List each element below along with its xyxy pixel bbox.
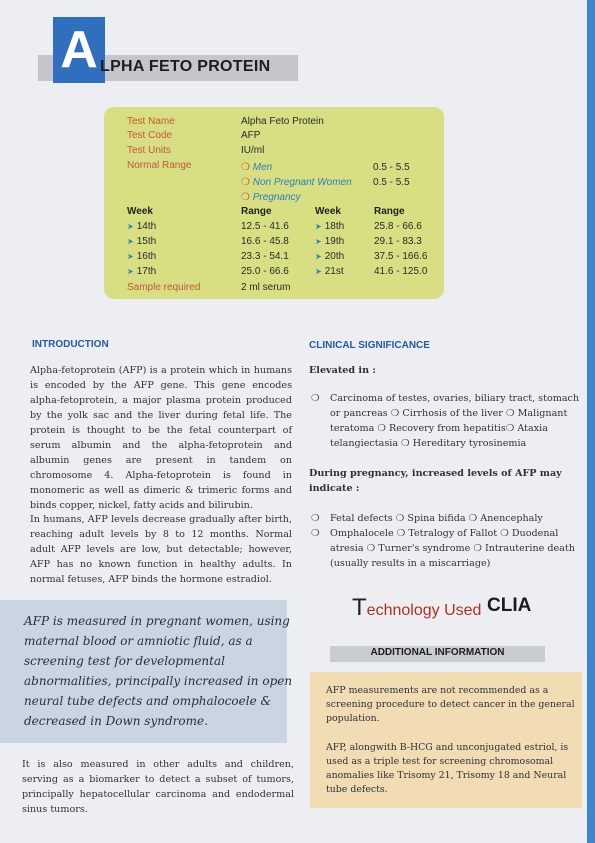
range-group: Men	[252, 162, 273, 173]
range-header: Range	[241, 206, 272, 217]
week-cell: ➤ 14th	[127, 221, 157, 232]
page-title: LPHA FETO PROTEIN	[100, 58, 271, 75]
range-cell: 12.5 - 41.6	[241, 221, 289, 232]
week-cell: ➤ 21st	[315, 266, 344, 277]
technology-method: CLIA	[487, 595, 532, 616]
arrow-icon: ➤	[315, 237, 322, 246]
circle-bullet-icon: ❍	[241, 192, 253, 203]
pregnancy-line: Fetal defects ❍ Spina bifida ❍ Anencephaly	[330, 513, 543, 524]
bullet-icon: ❍	[311, 513, 320, 524]
arrow-icon: ➤	[315, 267, 322, 276]
additional-info-heading: ADDITIONAL INFORMATION	[370, 647, 505, 658]
test-units-value: IU/ml	[241, 145, 265, 156]
quote-line: AFP is measured in pregnant women, using	[24, 614, 290, 628]
range-row-men	[241, 162, 272, 174]
quote-line: abnormalities, principally increased in open	[24, 674, 293, 688]
additional-paragraph-2: AFP, alongwith B-HCG and unconjugated estriol, is used as a triple test for screening chromosomal anomalies like Trisomy 21, Trisomy 18 and Neural tube defects.	[326, 742, 569, 795]
week-cell: ➤ 15th	[127, 236, 157, 247]
range-value: 0.5 - 5.5	[373, 162, 410, 173]
elevated-label: Elevated in :	[309, 365, 376, 376]
highlight-quote-box	[0, 600, 293, 743]
clinical-significance-heading: CLINICAL SIGNIFICANCE	[309, 340, 430, 351]
elevated-line: Carcinoma of testes, ovaries, biliary tract, stomach	[330, 393, 580, 404]
range-row-non-pregnant	[241, 177, 352, 189]
introduction-paragraph-1: Alpha-fetoprotein (AFP) is a protein which in humans is encoded by the AFP gene. This gene encodes alpha-fetoprotein, a major plasma protein produced by the yolk sac and the liver during fetal life. The protein is thought to be the fetal counterpart of serum albumin and the alpha-fetoprotein and albumin genes are present in tandem on chromosome 4. Alpha-fetoprotein is found in monomeric as well as dimeric & trimeric forms and binds copper, nickel, fatty acids and bilirubin.	[30, 365, 292, 511]
test-code-value: AFP	[241, 130, 261, 141]
bullet-icon: ❍	[311, 393, 320, 404]
arrow-icon: ➤	[315, 222, 322, 231]
pregnancy-label: During pregnancy, increased levels of AFP may	[309, 468, 562, 479]
week-cell: ➤ 19th	[315, 236, 345, 247]
circle-bullet-icon: ❍	[241, 162, 253, 173]
title-initial: A	[60, 21, 98, 79]
introduction-heading: INTRODUCTION	[32, 339, 109, 350]
arrow-icon: ➤	[127, 267, 134, 276]
week-header: Week	[127, 206, 153, 217]
additional-info-box	[310, 672, 582, 808]
biomarker-paragraph: It is also measured in other adults and children, serving as a biomarker to detect a subset of tumors, principally hepatocellular carcinoma and endodermal sinus tumors.	[22, 759, 294, 815]
pregnancy-line: (usually results in a miscarriage)	[330, 558, 491, 569]
quote-line: neural tube defects and omphalocoele &	[24, 694, 272, 708]
range-group: Non Pregnant Women	[252, 177, 352, 188]
range-group: Pregnancy	[252, 192, 301, 203]
quote-line: decreased in Down syndrome.	[24, 714, 208, 728]
range-cell: 25.8 - 66.6	[374, 221, 422, 232]
quote-line: screening test for developmental	[24, 654, 225, 668]
arrow-icon: ➤	[127, 222, 134, 231]
pregnancy-label-2: indicate :	[309, 483, 360, 494]
test-name-label: Test Name	[127, 116, 175, 127]
sample-label: Sample required	[127, 282, 201, 293]
range-cell: 37.5 - 166.6	[374, 251, 428, 262]
arrow-icon: ➤	[127, 252, 134, 261]
normal-range-label: Normal Range	[127, 160, 192, 171]
sample-value: 2 ml serum	[241, 282, 291, 293]
pregnancy-line: atresia ❍ Turner's syndrome ❍ Intrauterine death	[330, 543, 575, 554]
elevated-line: or pancreas ❍ Cirrhosis of the liver ❍ Malignant	[330, 408, 568, 419]
range-header-2: Range	[374, 206, 405, 217]
page-edge-stripe	[587, 0, 595, 843]
week-header-2: Week	[315, 206, 341, 217]
additional-paragraph-1: AFP measurements are not recommended as a screening procedure to detect cancer in the general population.	[326, 685, 575, 724]
bullet-icon: ❍	[311, 528, 320, 539]
range-cell: 25.0 - 66.6	[241, 266, 289, 277]
test-name-value: Alpha Feto Protein	[241, 116, 324, 127]
arrow-icon: ➤	[127, 237, 134, 246]
range-value: 0.5 - 5.5	[373, 177, 410, 188]
week-cell: ➤ 16th	[127, 251, 157, 262]
introduction-paragraph-2: In humans, AFP levels decrease gradually after birth, reaching adult levels by 8 to 12 months. Normal adult AFP levels are low, but detectable; however, AFP has no known function in healthy adults. In normal fetuses, AFP binds the hormone estradiol.	[30, 514, 292, 585]
range-cell: 16.6 - 45.8	[241, 236, 289, 247]
test-units-label: Test Units	[127, 145, 171, 156]
range-row-pregnancy	[241, 192, 301, 204]
pregnancy-line: Omphalocele ❍ Tetralogy of Fallot ❍ Duodenal	[330, 528, 559, 539]
week-cell: ➤ 17th	[127, 266, 157, 277]
test-code-label: Test Code	[127, 130, 173, 141]
week-cell: ➤ 20th	[315, 251, 345, 262]
week-cell: ➤ 18th	[315, 221, 345, 232]
elevated-line: teratoma ❍ Recovery from hepatitis❍ Ataxia	[330, 423, 548, 434]
range-cell: 41.6 - 125.0	[374, 266, 428, 277]
range-cell: 29.1 - 83.3	[374, 236, 422, 247]
quote-line: maternal blood or amniotic fluid, as a	[24, 634, 253, 648]
test-info-table	[104, 107, 444, 299]
range-cell: 23.3 - 54.1	[241, 251, 289, 262]
elevated-line: telangiectasia ❍ Hereditary tyrosinemia	[330, 438, 527, 449]
circle-bullet-icon: ❍	[241, 177, 253, 188]
arrow-icon: ➤	[315, 252, 322, 261]
technology-used-label: Technology Used	[352, 594, 482, 621]
